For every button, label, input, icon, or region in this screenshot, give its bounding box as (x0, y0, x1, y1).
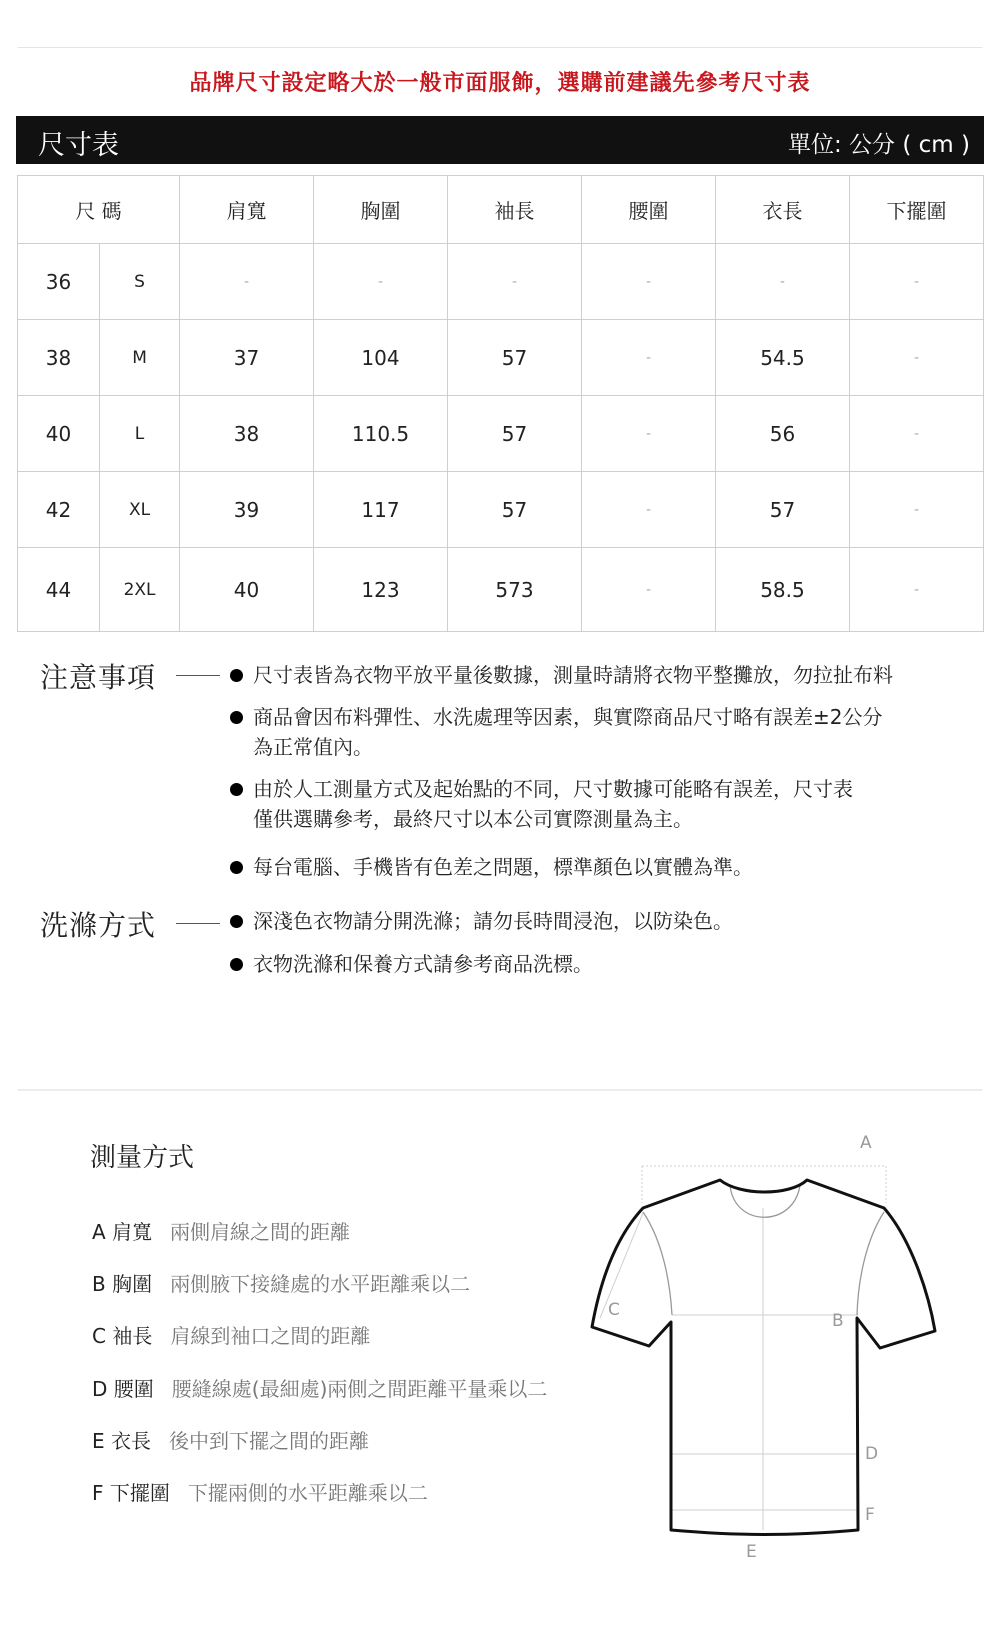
cell-size-letter: S (100, 244, 180, 320)
cell-chest: 117 (314, 472, 448, 548)
cell-waist: - (581, 244, 715, 320)
col-header-waist: 腰圍 (581, 176, 715, 244)
cell-hem: - (849, 472, 983, 548)
cell-shoulder: 40 (180, 548, 314, 632)
bullet-text: 衣物洗滌和保養方式請參考商品洗標。 (253, 952, 593, 976)
measure-key: C 袖長 (92, 1324, 153, 1348)
cell-length: 58.5 (715, 548, 849, 632)
col-header-hem: 下擺圍 (849, 176, 983, 244)
diagram-label-d: D (865, 1444, 879, 1464)
bullet-text: 由於人工測量方式及起始點的不同，尺寸數據可能略有誤差，尺寸表 (253, 777, 853, 801)
measure-desc: 後中到下擺之間的距離 (169, 1429, 369, 1453)
cell-length: 54.5 (715, 320, 849, 396)
cell-sleeve: 573 (448, 548, 582, 632)
measure-key: E 衣長 (92, 1429, 151, 1453)
cell-size-letter: 2XL (100, 548, 180, 632)
cell-sleeve: 57 (448, 320, 582, 396)
cell-hem: - (849, 320, 983, 396)
cell-length: - (715, 244, 849, 320)
notes-heading: 注意事項 (40, 661, 157, 694)
bullet-text: 為正常值內。 (253, 735, 373, 759)
cell-size-letter: L (100, 396, 180, 472)
bullet-text: 每台電腦、手機皆有色差之問題，標準顏色以實體為準。 (253, 855, 753, 879)
cell-shoulder: 39 (180, 472, 314, 548)
cell-length: 56 (715, 396, 849, 472)
col-header-chest: 胸圍 (314, 176, 448, 244)
cell-size-letter: XL (100, 472, 180, 548)
unit-label: 單位: 公分 ( cm ) (788, 132, 970, 158)
col-header-sleeve: 袖長 (448, 176, 582, 244)
size-notice: 品牌尺寸設定略大於一般市面服飾，選購前建議先參考尺寸表 (189, 71, 811, 96)
measure-desc: 兩側腋下接縫處的水平距離乘以二 (170, 1272, 471, 1296)
cell-waist: - (581, 472, 715, 548)
washing-heading: 洗滌方式 (40, 909, 157, 942)
cell-sleeve: - (448, 244, 582, 320)
cell-size-number: 36 (18, 244, 100, 320)
cell-size-number: 38 (18, 320, 100, 396)
diagram-label-e: E (746, 1542, 757, 1562)
right-sleeve-seam (857, 1212, 884, 1315)
cell-waist: - (581, 396, 715, 472)
col-header-size: 尺 碼 (18, 176, 180, 244)
cell-sleeve: 57 (448, 472, 582, 548)
bullet-text: 深淺色衣物請分開洗滌；請勿長時間浸泡，以防染色。 (253, 909, 733, 933)
diagram-label-c: C (608, 1300, 620, 1320)
diagram-label-f: F (865, 1505, 875, 1525)
cell-size-number: 42 (18, 472, 100, 548)
cell-hem: - (849, 548, 983, 632)
cell-shoulder: 37 (180, 320, 314, 396)
measure-key: B 胸圍 (92, 1272, 153, 1296)
measure-key: D 腰圍 (92, 1377, 154, 1401)
cell-hem: - (849, 396, 983, 472)
size-chart-title: 尺寸表 (38, 130, 119, 161)
measure-desc: 肩線到袖口之間的距離 (170, 1324, 371, 1348)
col-header-length: 衣長 (715, 176, 849, 244)
cell-size-letter: M (100, 320, 180, 396)
cell-length: 57 (715, 472, 849, 548)
col-header-shoulder: 肩寬 (180, 176, 314, 244)
measure-desc: 下擺兩側的水平距離乘以二 (187, 1481, 428, 1505)
cell-chest: - (314, 244, 448, 320)
cell-sleeve: 57 (448, 396, 582, 472)
cell-shoulder: - (180, 244, 314, 320)
cell-size-number: 44 (18, 548, 100, 632)
cell-waist: - (581, 320, 715, 396)
cell-chest: 123 (314, 548, 448, 632)
guide-c (600, 1213, 643, 1318)
cell-shoulder: 38 (180, 396, 314, 472)
measure-desc: 兩側肩線之間的距離 (170, 1220, 351, 1244)
cell-chest: 110.5 (314, 396, 448, 472)
measure-title: 測量方式 (90, 1143, 195, 1173)
cell-size-number: 40 (18, 396, 100, 472)
left-sleeve-seam (643, 1212, 672, 1315)
bullet-text: 商品會因布料彈性、水洗處理等因素，與實際商品尺寸略有誤差±2公分 (253, 705, 883, 729)
cell-hem: - (849, 244, 983, 320)
diagram-label-b: B (832, 1311, 844, 1331)
cell-waist: - (581, 548, 715, 632)
measure-key: A 肩寬 (92, 1220, 153, 1244)
measure-desc: 腰縫線處(最細處)兩側之間距離平量乘以二 (171, 1377, 548, 1401)
bullet-text: 僅供選購參考，最終尺寸以本公司實際測量為主。 (253, 807, 693, 831)
bullet-text: 尺寸表皆為衣物平放平量後數據，測量時請將衣物平整攤放，勿拉扯布料 (253, 663, 893, 687)
diagram-label-a: A (860, 1133, 872, 1153)
measure-key: F 下擺圍 (92, 1481, 170, 1505)
cell-chest: 104 (314, 320, 448, 396)
